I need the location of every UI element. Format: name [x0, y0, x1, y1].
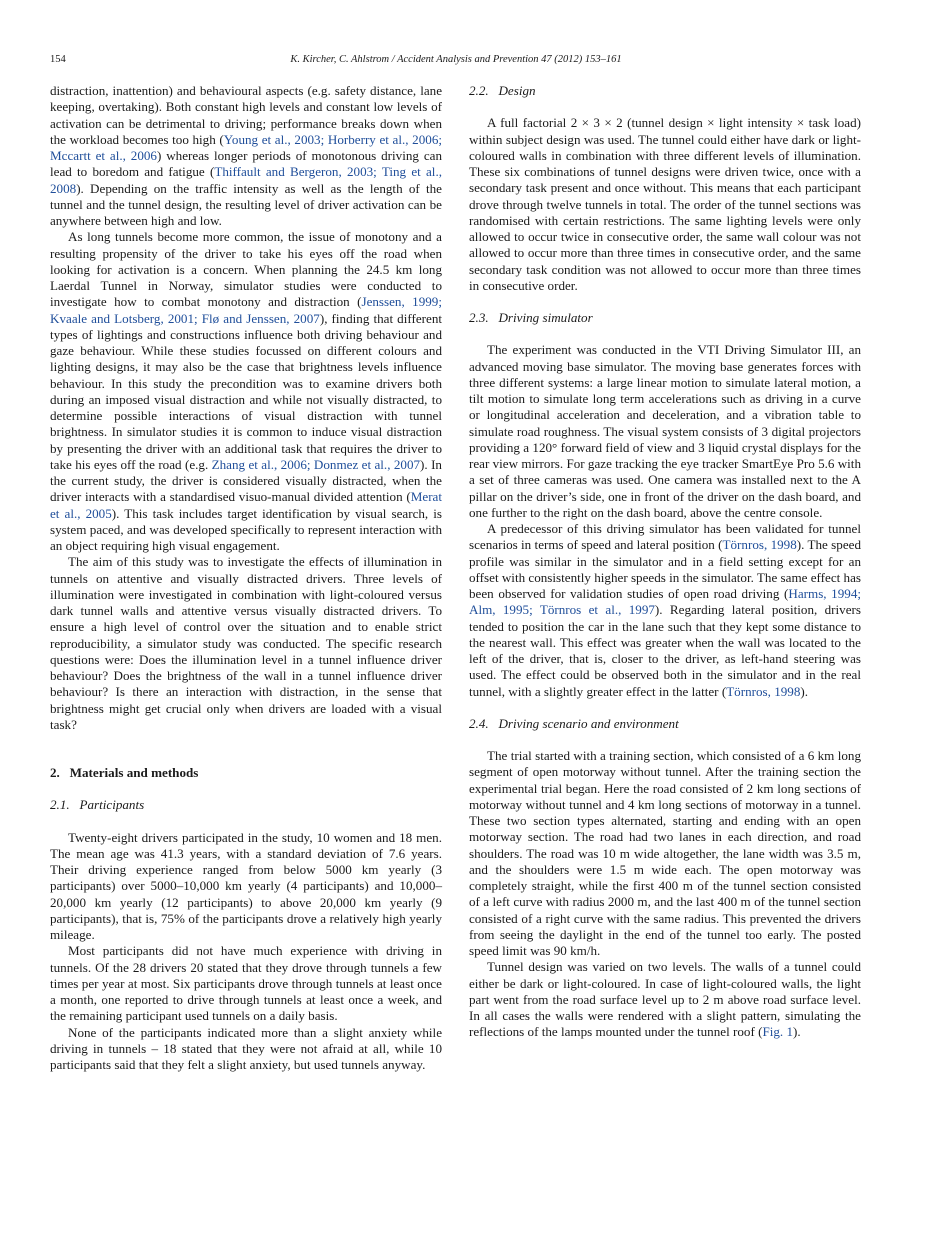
journal-citation: K. Kircher, C. Ahlstrom / Accident Analysis and Prevention 47 (2012) 153–161 [290, 54, 622, 65]
text-run: A predecessor of this driving simulator has been validated for tunnel scenarios in terms of speed and lateral position ( [469, 521, 861, 553]
subsection-heading: 2.3. Driving simulator [469, 310, 593, 325]
text-run: Tunnel design was varied on two levels. The walls of a tunnel could either be dark or light-coloured. In case of light-coloured walls, the light part went from the road surface level up to 2 m above road surface level. In all cases the walls were rendered with a slight pattern, simulating the reflections of the lamps mounted under the tunnel roof ( [469, 959, 861, 1040]
text-run: The experiment was conducted in the VTI Driving Simulator III, an advanced moving base simulator. The moving base generates forces with three different systems: a large linear motion to simulate lateral motion, a tilt motion to simulate long term accelerations such as driving in a curve or longitudinal acceleration and deceleration, and a vibration table to simulate road roughness. The visual system consists of 3 digital projectors providing a 120° forward field of view and 3 liquid crystal displays for the rear view mirrors. For gaze tracking the eye tracker SmartEye Pro 5.6 with a set of three cameras was used. One camera was installed next to the A pillar on the driver’s side, one in front of the driver on the dash board, and one further to the right on the dash board, above the centre console. [469, 342, 861, 520]
text-run: ). Depending on the traffic intensity as well as the length of the tunnel and the tunnel design, the resulting level of driver activation can be anywhere between high and low. [50, 180, 442, 228]
paragraph [50, 229, 442, 554]
text-run: ). Regarding lateral position, drivers tended to position the car in the lane such that they kept some distance to the nearest wall. This effect was greater when the wall was located to the left of the driver, that is, closer to the driver, as left-hand steering was used. The effect could be observed both in the simulator and in the real tunnel, with a slightly greater effect in the latter ( [469, 602, 861, 699]
text-run: As long tunnels become more common, the issue of monotony and a resulting propensity of the driver to take his eyes off the road when looking for activation is a concern. When planning the 24.5 km long Laerdal Tunnel in Norway, simulator studies were conducted to investigate how to combat monotony and distraction ( [50, 229, 442, 310]
text-run: ). [793, 1024, 801, 1040]
running-header [50, 54, 862, 70]
text-run: ). In the current study, the driver is considered visually distracted, when the driver interacts with a standardised visuo-manual divided attention ( [50, 456, 442, 505]
paragraph [469, 521, 861, 700]
text-run: The aim of this study was to investigate the effects of illumination in tunnels on attentive and visually distracted drivers. Three levels of illumination were investigated in combination with light-coloured versus dark tunnel walls and attentive versus visually distracted drivers. To ensure a high level of control over the situation and to enable strict reproducibility, a simulator study was conducted. The specific research questions were: Does the illumination level in a tunnel influence driver behaviour? Does the brightness of the wall in a tunnel influence driver behaviour? Is there an interaction with distraction, in the sense that brightness might get crucial only when drivers are loaded with a visual task? [50, 554, 442, 732]
paragraph [50, 83, 442, 229]
citation-link[interactable]: Thiffault and Bergeron, 2003; Ting et al., 2008 [50, 164, 442, 196]
paragraph [50, 1025, 442, 1074]
paragraph [469, 959, 861, 1040]
subsection-heading: 2.1. Participants [50, 797, 145, 813]
paragraph [50, 830, 442, 944]
subsection-heading: 2.2. Design [469, 83, 536, 98]
text-run: ). This task includes target identification by visual search, is system paced, and was developed specifically to represent interaction with an object requiring high visual engagement. [50, 505, 442, 553]
left-column [50, 83, 442, 1073]
right-column [469, 83, 861, 1041]
text-run: distraction, inattention) and behavioural aspects (e.g. safety distance, lane keeping, overtaking). Both constant high levels and constant low levels of activation can be detrimental to driving; performance breaks down when the workload becomes too high ( [50, 83, 442, 147]
citation-link[interactable]: Fig. 1 [762, 1024, 793, 1040]
text-run: A full factorial 2 × 3 × 2 (tunnel design × light intensity × task load) within subject design was used. The tunnel could either have dark or light-coloured walls in combination with three different levels of illumination. These six combinations of tunnel designs were driven twice, once with a secondary task present and once without. This means that each participant drove through twelve tunnels in total. The order of the tunnel sections was randomised with certain restrictions. The same lighting levels were only allowed to occur twice in consecutive order, the same wall colour was not allowed to occur more than three times in consecutive order, and the same secondary task condition was not allowed to occur more than three times in consecutive order. [469, 115, 861, 293]
text-run: ) whereas longer periods of monotonous driving can lead to boredom and fatigue ( [50, 148, 443, 180]
text-run: ). [800, 683, 809, 699]
citation-link[interactable]: Merat et al., 2005 [50, 489, 442, 521]
citation-link[interactable]: Törnros, 1998 [722, 537, 797, 553]
paragraph [469, 342, 861, 521]
paragraph [50, 943, 442, 1024]
text-run: ). The speed profile was similar in the simulator and in a field setting except for an offset with consistently higher speeds in the simulator. The same effect has been observed for validation studies of open road driving ( [469, 537, 861, 601]
citation-link[interactable]: Young et al., 2003; Horberry et al., 2006; Mccartt et al., 2006 [50, 131, 443, 163]
section-heading: 2. Materials and methods [50, 765, 199, 780]
citation-link[interactable]: Jenssen, 1999; Kvaale and Lotsberg, 2001; Flø and Jenssen, 2007 [50, 294, 442, 326]
text-run: Most participants did not have much experience with driving in tunnels. Of the 28 drivers 20 stated that they drove through tunnels a few times per year at most. Six participants drove through tunnels at least once a month, one reported to drive through tunnels at least once a week, and the remaining participant used tunnels on a daily basis. [50, 943, 442, 1024]
paragraph [50, 554, 442, 733]
text-run: ), finding that different types of lightings and constructions influence both driving behaviour and gaze behaviour. While these studies focussed on different colours and lighting designs, it may also be the case that brightness levels influence behaviour. In this study the precondition was to examine drivers both during an imposed visual distraction and while not visually distracted, to determine possible interactions of visual distraction with tunnel brightness. In simulator studies it is common to induce visual distraction by presenting the driver with an additional task that requires the driver to take his eyes off the road (e.g. [50, 310, 443, 472]
citation-link[interactable]: Harms, 1994; Alm, 1995; Törnros et al., 1997 [469, 586, 862, 618]
subsection-heading: 2.4. Driving scenario and environment [469, 715, 679, 731]
text-run: Twenty-eight drivers participated in the study, 10 women and 18 men. The mean age was 41.3 years, with a standard deviation of 7.6 years. Their driving experience ranged from below 5000 km yearly (3 participants) over 5000–10,000 km yearly (4 participants) and 10,000–20,000 km yearly (12 participants) to above 20,000 km yearly (9 participants), that is, 75% of the participants drove a relatively high yearly mileage. [50, 829, 442, 942]
paragraph [469, 748, 861, 959]
paragraph [469, 115, 861, 294]
text-run: The trial started with a training section, which consisted of a 6 km long segment of open motorway without tunnel. After the training section the experimental trial began. Here the road consisted of 2 km long sections of motorway without tunnel and 4 km long sections of motorway in a tunnel. These two section types alternated, starting and ending with an open motorway section. The road had two lanes in each direction, and road shoulders. The road was 10 m wide altogether, the lane width was 3.5 m, and the shoulders were 1.5 m wide each. The open motorway was completely straight, while the first 400 m of the tunnel section consisted of a left curve with radius 2000 m, and the last 400 m of the tunnel section consisted of a right curve with the same radius. This prevented the drivers from seeing the daylight in the end of the tunnel too early. The posted speed limit was 90 km/h. [469, 748, 861, 958]
page-number: 154 [50, 54, 66, 65]
citation-link[interactable]: Törnros, 1998 [726, 683, 801, 699]
citation-link[interactable]: Zhang et al., 2006; Donmez et al., 2007 [211, 456, 421, 472]
text-run: None of the participants indicated more than a slight anxiety while driving in tunnels – 18 stated that they were not afraid at all, while 10 participants said that they felt a slight anxiety, but used tunnels anyway. [50, 1024, 442, 1072]
